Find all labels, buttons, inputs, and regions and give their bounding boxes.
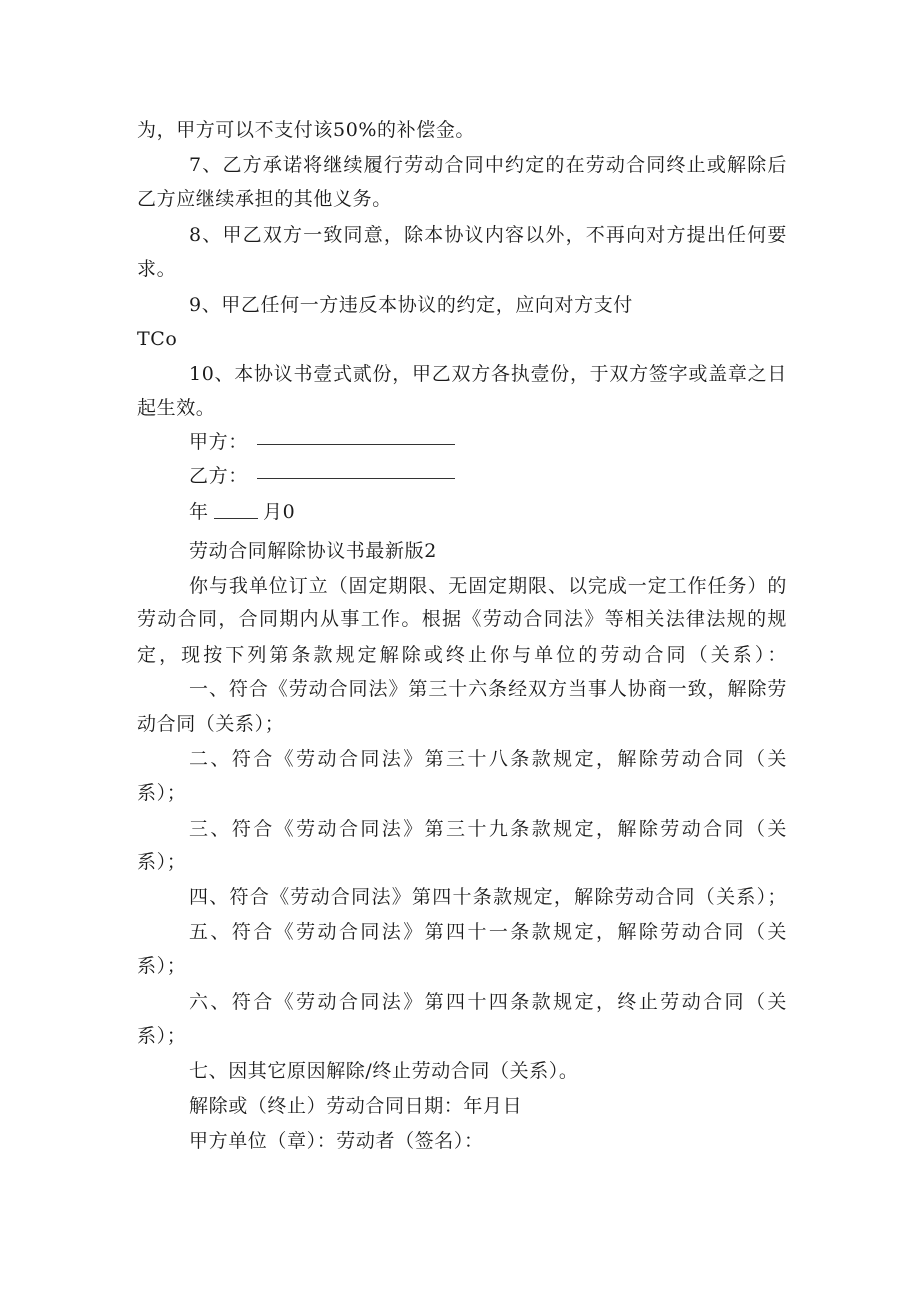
text-line-2: 7、乙方承诺将继续履行劳动合同中约定的在劳动合同终止或解除后 [189, 154, 787, 176]
date-blank-line [214, 518, 258, 519]
text-line-29: 七、因其它原因解除/终止劳动合同（关系）。 [189, 1060, 579, 1082]
text-line-3: 乙方应继续承担的其他义务。 [137, 188, 392, 210]
text-line-5: 求。 [137, 258, 177, 280]
text-line-18: 一、符合《劳动合同法》第三十六条经双方当事人协商一致，解除劳 [189, 678, 787, 700]
party-b-label: 乙方： [189, 465, 248, 487]
text-line-27: 六、符合《劳动合同法》第四十四条款规定，终止劳动合同（关 [189, 991, 787, 1013]
text-line-4: 8、甲乙双方一致同意，除本协议内容以外，不再向对方提出任何要 [189, 224, 787, 246]
text-line-20: 二、符合《劳动合同法》第三十八条款规定，解除劳动合同（关 [189, 748, 787, 770]
text-line-31: 甲方单位（章）：劳动者（签名）： [189, 1130, 484, 1152]
party-a-signature-line [257, 444, 455, 445]
text-line-8: 10、本协议书壹式贰份，甲乙双方各执壹份，于双方签字或盖章之日 [189, 363, 787, 385]
text-line-22: 三、符合《劳动合同法》第三十九条款规定，解除劳动合同（关 [189, 818, 787, 840]
text-line-23: 系）； [137, 851, 187, 873]
text-line-7: TCo [137, 328, 178, 350]
text-line-6: 9、甲乙任何一方违反本协议的约定，应向对方支付 [189, 294, 633, 316]
text-line-30: 解除或（终止）劳动合同日期：年月日 [189, 1095, 523, 1117]
text-line-24: 四、符合《劳动合同法》第四十条款规定，解除劳动合同（关系）； [189, 886, 787, 908]
text-line-26: 系）； [137, 955, 187, 977]
text-line-28: 系）； [137, 1025, 187, 1047]
text-line-21: 系）； [137, 782, 187, 804]
text-line-19: 动合同（关系）； [137, 713, 285, 735]
text-line-16: 劳动合同，合同期内从事工作。根据《劳动合同法》等相关法律法规的规 [137, 608, 787, 630]
text-line-15: 你与我单位订立（固定期限、无固定期限、以完成一定工作任务）的 [189, 575, 787, 597]
text-line-9: 起生效。 [137, 397, 216, 419]
date-year-label: 年 [189, 501, 209, 523]
party-b-signature-line [257, 478, 455, 479]
text-line-1: 为，甲方可以不支付该50%的补偿金。 [137, 119, 476, 141]
text-line-25: 五、符合《劳动合同法》第四十一条款规定，解除劳动合同（关 [189, 921, 787, 943]
text-line-17: 定，现按下列第条款规定解除或终止你与单位的劳动合同（关系）： [137, 644, 787, 666]
date-month-label: 月0 [263, 501, 296, 523]
section-heading: 劳动合同解除协议书最新版2 [189, 540, 437, 562]
party-a-label: 甲方： [189, 431, 248, 453]
